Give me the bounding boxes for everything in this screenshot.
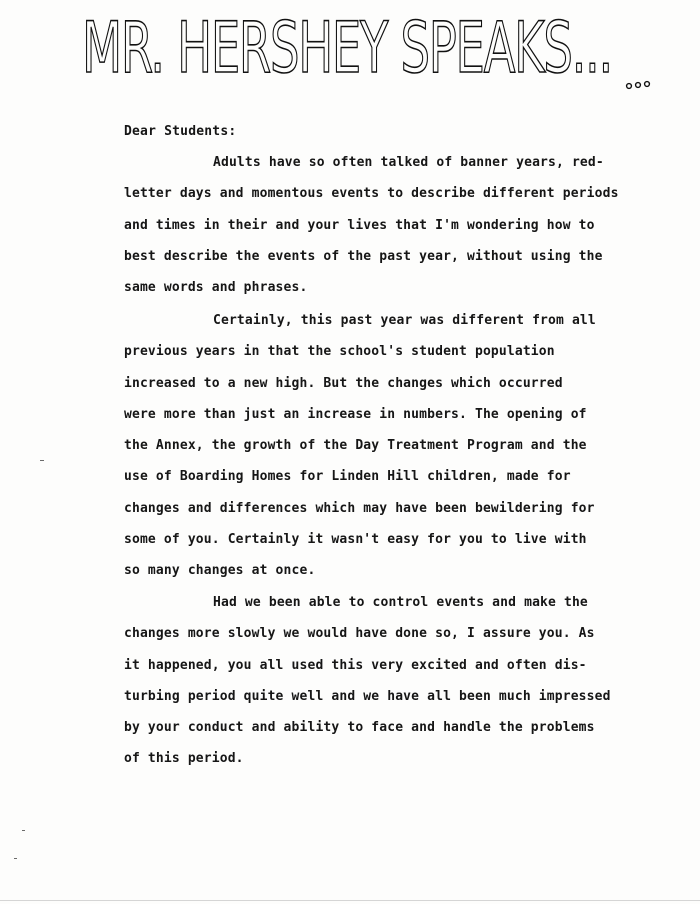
- text-line: it happened, you all used this very excited and often dis-: [124, 657, 587, 673]
- margin-scan-mark: [22, 830, 25, 831]
- text-line: turbing period quite well and we have all been much impressed: [124, 688, 611, 704]
- text-line: so many changes at once.: [124, 563, 316, 579]
- letter-paragraph: [124, 587, 644, 775]
- text-line: changes more slowly we would have done so, I assure you. As: [124, 626, 595, 642]
- text-line: Adults have so often talked of banner years, red-: [213, 155, 604, 170]
- text-line: Had we been able to control events and make the: [213, 595, 588, 610]
- margin-scan-mark: [40, 460, 44, 461]
- text-line: letter days and momentous events to describe different periods: [124, 186, 619, 202]
- text-line: increased to a new high. But the changes which occurred: [124, 375, 563, 391]
- letter-paragraph: [124, 305, 644, 587]
- text-line: the Annex, the growth of the Day Treatment Program and the: [124, 438, 587, 454]
- text-line: Certainly, this past year was different from all: [213, 313, 596, 328]
- text-line: and times in their and your lives that I'm wondering how to: [124, 217, 595, 233]
- text-line: by your conduct and ability to face and handle the problems: [124, 720, 595, 736]
- text-line: best describe the events of the past year, without using the: [124, 248, 603, 264]
- text-line: previous years in that the school's student population: [124, 344, 555, 360]
- page-title: [78, 6, 658, 90]
- salutation: Dear Students:: [124, 124, 237, 139]
- text-line: changes and differences which may have been bewildering for: [124, 500, 595, 516]
- letter-paragraph: [124, 147, 644, 303]
- text-line: some of you. Certainly it wasn't easy for you to live with: [124, 532, 587, 548]
- title-ellipsis-marks: [627, 82, 650, 89]
- margin-scan-mark: [14, 858, 17, 859]
- text-line: same words and phrases.: [124, 280, 308, 296]
- text-line: of this period.: [124, 751, 244, 767]
- page-title-text: MR. HERSHEY SPEAKS...: [82, 7, 612, 89]
- page-bottom-edge: [0, 900, 700, 901]
- text-line: were more than just an increase in numbers. The opening of: [124, 406, 587, 422]
- text-line: use of Boarding Homes for Linden Hill children, made for: [124, 469, 571, 485]
